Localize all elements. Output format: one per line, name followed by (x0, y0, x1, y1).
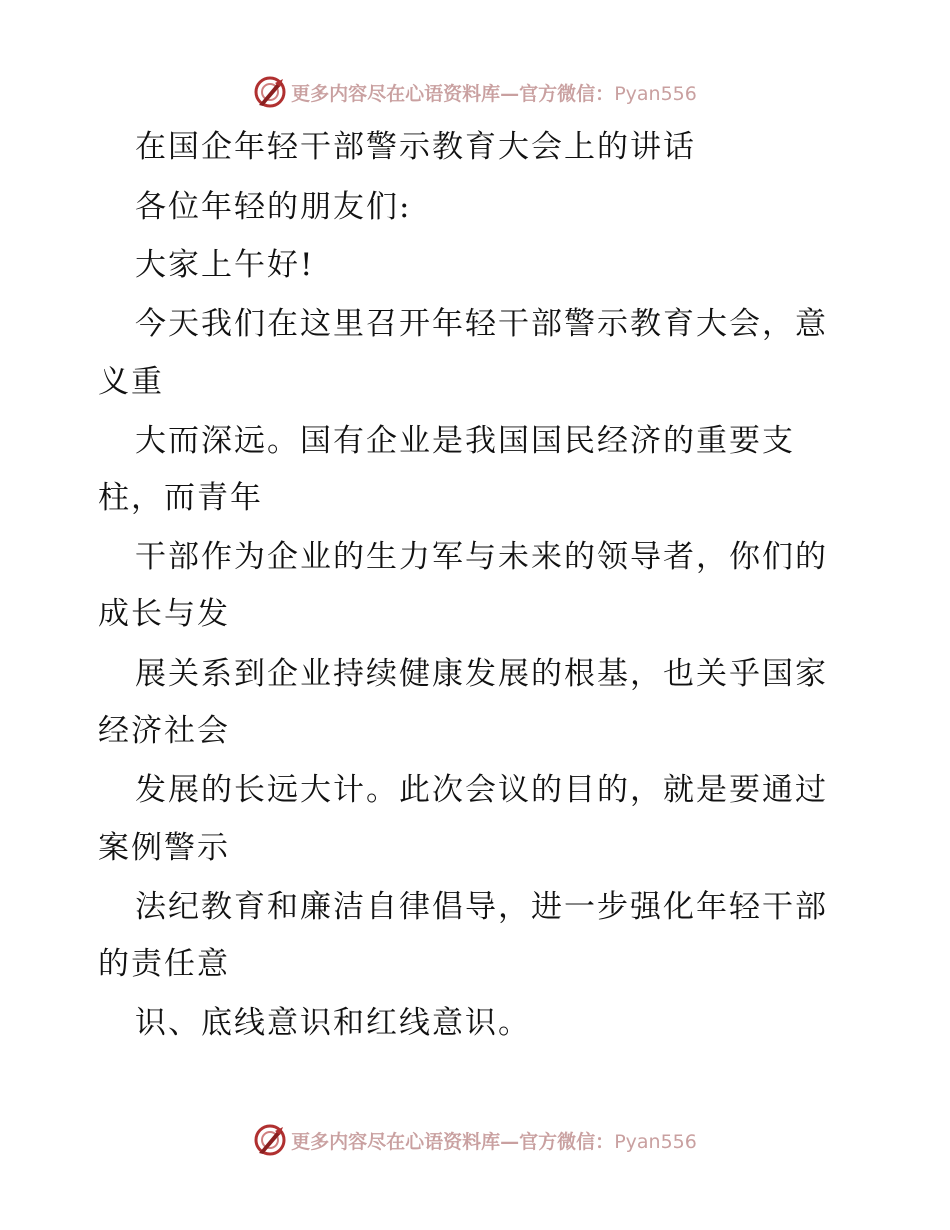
quill-pen-logo-icon (253, 1123, 287, 1157)
paragraph-line: 的责任意 (98, 946, 230, 982)
header-watermark (0, 72, 950, 112)
paragraph-line: 经济社会 (98, 713, 230, 749)
footer-watermark (0, 1120, 950, 1160)
paragraph-line: 成长与发 (98, 596, 230, 632)
watermark-text (291, 79, 697, 106)
salutation: 各位年轻的朋友们: (135, 189, 412, 225)
document-title: 在国企年轻干部警示教育大会上的讲话 (135, 129, 696, 165)
paragraph-line: 大而深远。国有企业是我国国民经济的重要支 (135, 423, 795, 459)
watermark-dash: — (500, 82, 520, 105)
watermark-text (291, 1127, 697, 1154)
quill-pen-logo-icon (253, 75, 287, 109)
watermark-wechat-label: 官方微信： (519, 1130, 615, 1153)
paragraph-line: 案例警示 (98, 830, 230, 866)
watermark-wechat-id: Pyan556 (614, 1130, 697, 1153)
watermark-brand: 更多内容尽在心语资料库 (291, 82, 501, 105)
watermark-wechat-label: 官方微信： (519, 82, 615, 105)
paragraph-line: 今天我们在这里召开年轻干部警示教育大会，意 (135, 306, 828, 342)
paragraph-line: 义重 (98, 364, 164, 400)
paragraph-line: 展关系到企业持续健康发展的根基，也关乎国家 (135, 656, 828, 692)
paragraph-line: 柱，而青年 (98, 480, 263, 516)
watermark-wechat-id: Pyan556 (614, 82, 697, 105)
watermark-brand: 更多内容尽在心语资料库 (291, 1130, 501, 1153)
watermark-dash: — (500, 1130, 520, 1153)
paragraph-line: 法纪教育和廉洁自律倡导，进一步强化年轻干部 (135, 889, 828, 925)
paragraph-line: 发展的长远大计。此次会议的目的，就是要通过 (135, 772, 828, 808)
greeting: 大家上午好! (135, 247, 315, 283)
paragraph-line: 干部作为企业的生力军与未来的领导者，你们的 (135, 539, 828, 575)
paragraph-line: 识、底线意识和红线意识。 (135, 1005, 531, 1041)
